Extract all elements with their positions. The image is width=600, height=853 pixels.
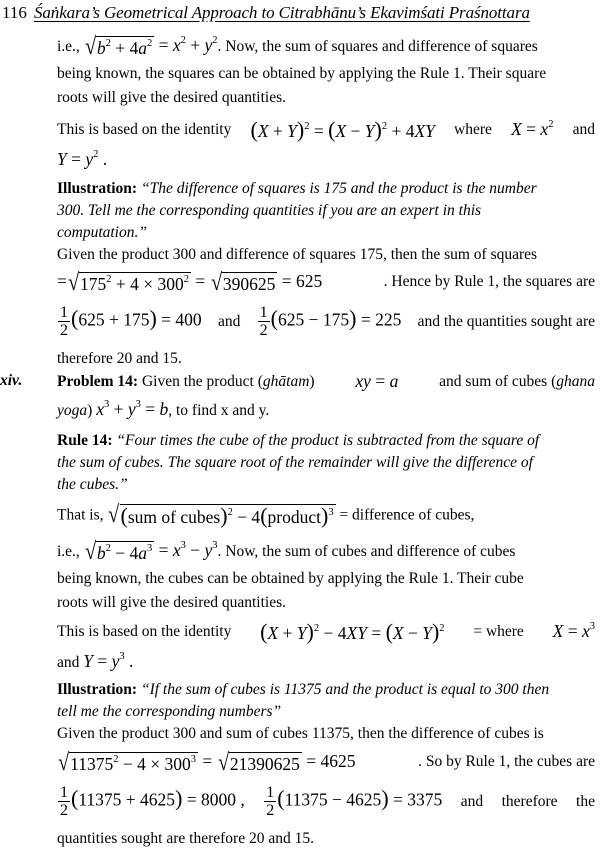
text-line: being known, the cubes can be obtained by applying the Rule 1. Their cube [57,570,524,587]
illustration-2-line-1 [57,680,549,699]
text-span: “The difference of squares is 175 and the product is the number [140,180,537,197]
identity-line-1 [57,117,595,142]
equation-identity-cubes: $(X + Y)^2 - 4XY = (X - Y)^2$ [260,619,445,644]
equation-x-eq-x3: $X = x^3$ [552,621,595,641]
enumeration-marker: xiv. [0,372,23,389]
equation-identity-squares: $(X + Y)^2 = (X - Y)^2 + 4XY$ [250,117,435,142]
text-span: where [454,121,492,138]
text-span: = where [473,623,524,640]
text-span: This is based on the identity [57,623,232,640]
text-span: ) [309,373,315,390]
illustration-1-line-1 [57,179,537,198]
that-is-line [57,504,474,527]
text-line: roots will give the desired quantities. [57,594,287,611]
text-span: ghana [556,373,595,390]
text-span: and [460,793,484,810]
text-span: . So by Rule 1, the cubes are [418,753,595,770]
equation-line-sum-squares [57,36,538,58]
ie-label: i.e., [57,543,80,561]
problem-label: Problem 14: [57,373,139,390]
equation-half-diff-cubes: $\frac{1}{2}$ (11375 − 4625) = 3375 [266,784,443,819]
text-span: = difference of cubes, [339,506,475,524]
equation-root-b2-4a3: √ $b^2 - 4a^3$ = $x^3 - y^3$ [84,539,218,565]
equation-root-b2-4a2: √ $b^2 + 4a^2$ = $x^2 + y^2$ [84,34,218,60]
text-line: tell me the corresponding numbers” [57,703,282,720]
text-span: . Hence by Rule 1, the squares are [383,273,595,290]
running-title: Śaṅkara’s Geometrical Approach to Citrabhānu’s Ekavimśati Praśnottara [34,3,530,22]
text-span: “Four times the cube of the product is subtracted from the square of [116,432,540,449]
text-span: sum of cubes [127,507,221,527]
equation-line-squares [57,304,595,339]
running-header [0,0,600,26]
text-span: That is, [57,506,104,524]
equation-xy-eq-a: xy = a [355,371,399,391]
text-span: the [576,793,595,810]
equation-half-sum: $\frac{1}{2}$ (625 + 175) = 400 [60,304,202,339]
text-span: ghātam [262,373,310,390]
text-span: therefore [501,793,558,810]
text-line: quantities sought are therefore 20 and 15. [57,830,314,847]
and-y-line [57,652,133,672]
equation-line-sqrt-21390625 [57,752,595,774]
equation-line-sum-cubes [57,541,515,563]
illustration-label: Illustration: [57,681,138,698]
equation-x-eq-x2: $X = x^2$ [511,119,554,139]
equation-sqrt-390625: = √ $175^2 + 4 \times 300^2$ = √ 390625 = 625 [57,270,323,296]
text-line: Given the product 300 and sum of cubes 11375, then the difference of cubes is [57,725,544,742]
text-span: and [57,654,80,671]
text-span: , to find x and y. [168,402,270,419]
text-span: . Now, the sum of squares and difference of squares [217,38,538,56]
text-span: This is based on the identity [57,121,232,138]
equation-half-sum-cubes: $\frac{1}{2}$ (11375 + 4625) = 8000 , [60,784,245,819]
text-span: and sum of cubes ( [439,373,557,390]
text-span: “If the sum of cubes is 11375 and the product is equal to 300 then [140,681,550,698]
equation-y-eq-y3: $Y = y^3$ . [83,651,134,671]
ie-label: i.e., [57,38,80,56]
equation-sum-cubes-eq-b: $x^3 + y^3 = b$ [96,399,169,419]
text-span: . Now, the sum of cubes and difference of cubes [217,543,516,561]
illustration-label: Illustration: [57,180,138,197]
equation-sqrt-21390625: √ $11375^2 - 4 \times 300^3$ = √ 21390625 = 4625 [57,750,356,776]
page-number: 116 [2,3,27,22]
text-span: and [217,313,241,330]
problem-14-line-2 [57,400,269,420]
equation-difference-of-cubes: √ (sum of cubes)$^2$ − 4(product)$^3$ [108,502,334,528]
text-line: roots will give the desired quantities. [57,89,287,106]
equation-line-cubes [57,784,595,819]
rule-14-line-1 [57,431,539,450]
equation-half-diff: $\frac{1}{2}$ (625 − 175) = 225 [259,304,402,339]
text-line: therefore 20 and 15. [57,350,182,367]
rule-label: Rule 14: [57,432,113,449]
text-line: 300. Tell me the corresponding quantities if you are an expert in this [57,202,482,219]
text-span: Given the product ( [141,373,263,390]
identity-line-2 [57,619,595,644]
text-span: and the quantities sought are [417,313,595,330]
text-line: the sum of cubes. The square root of the remainder will give the difference of [57,454,533,471]
equation-y-eq-y2: $Y = y^2$ . [57,149,108,169]
text-line: being known, the squares can be obtained by applying the Rule 1. Their square [57,65,547,82]
text-span: and [572,121,595,138]
text-span: ) [87,402,93,419]
text-span: yoga [57,402,88,419]
text-line: Given the product 300 and difference of squares 175, then the sum of squares [57,246,538,263]
text-line: the cubes.” [57,476,128,493]
equation-line-sqrt-390625 [57,272,595,294]
text-line: computation.” [57,224,147,241]
text-span: product [267,507,321,527]
problem-14-line-1 [57,372,595,391]
